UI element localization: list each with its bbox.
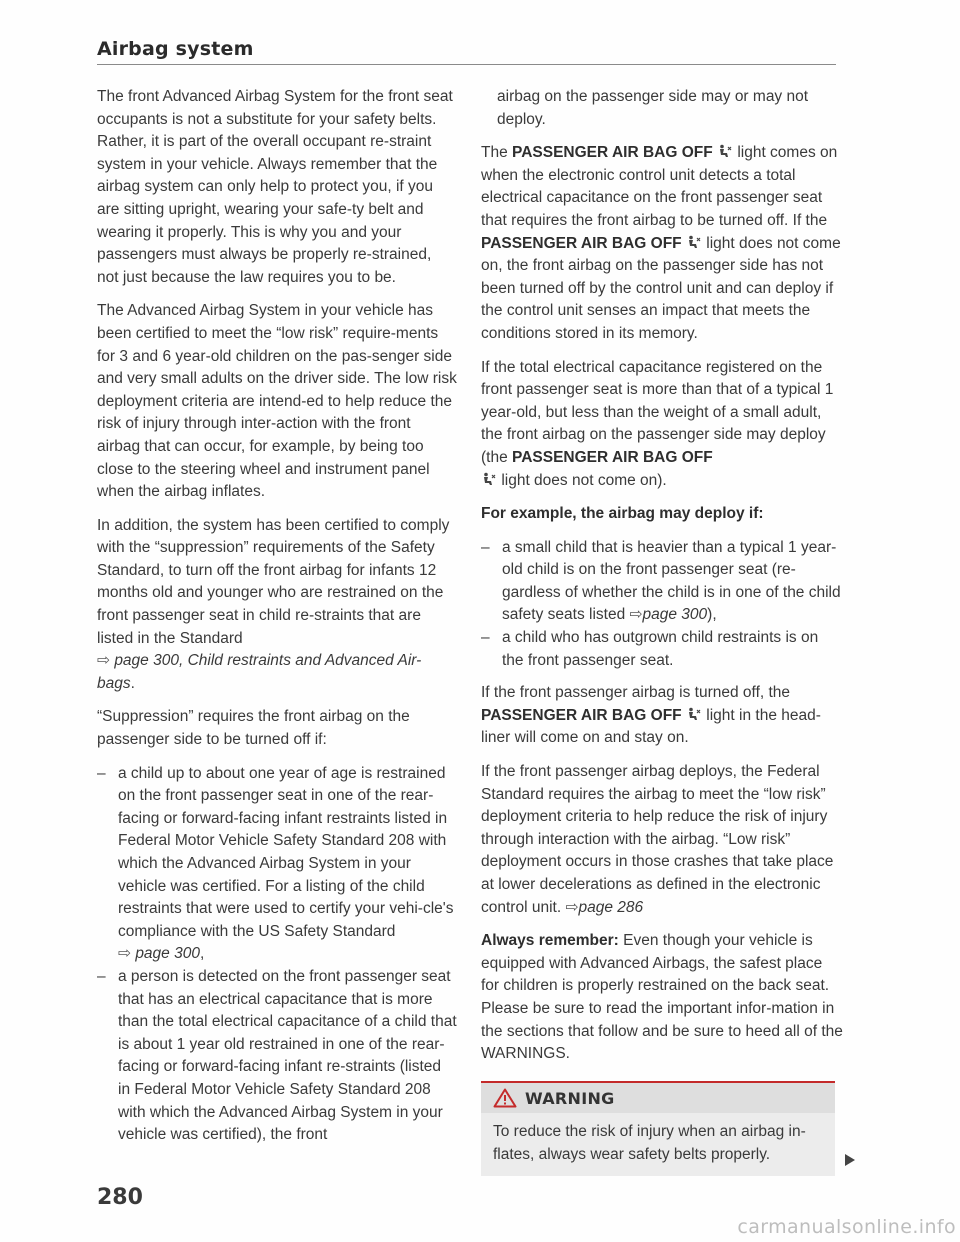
- passenger-airbag-off-icon: [687, 707, 701, 721]
- punctuation: .: [130, 674, 135, 692]
- warning-box: [481, 1081, 835, 1176]
- list-item: [97, 763, 457, 966]
- paragraph-text: light in the head-liner will come on and stay on.: [481, 706, 821, 747]
- arrow-right-icon: ⇨: [118, 945, 131, 963]
- indicator-label: PASSENGER AIR BAG OFF: [481, 234, 682, 252]
- list-item: – a child who has outgrown child restraints is on the front passenger seat.: [481, 627, 843, 672]
- example-heading: For example, the airbag may deploy if:: [481, 505, 764, 523]
- warning-body: To reduce the risk of injury when an airbag in-flates, always wear safety belts properly.: [481, 1113, 835, 1176]
- passenger-airbag-off-icon: [482, 472, 496, 486]
- suppression-list: [97, 763, 457, 1147]
- paragraph: [481, 682, 843, 750]
- passenger-airbag-off-icon: [718, 144, 732, 158]
- paragraph-text: light does not come on).: [501, 471, 667, 489]
- paragraph: [481, 357, 843, 493]
- warning-title: WARNING: [525, 1088, 615, 1108]
- indicator-label: PASSENGER AIR BAG OFF: [512, 448, 713, 466]
- indicator-label: PASSENGER AIR BAG OFF: [512, 144, 713, 162]
- punctuation: ),: [707, 606, 717, 624]
- page-reference-link[interactable]: [565, 899, 643, 916]
- paragraph-text: If the total electrical capacitance registered on the front passenger seat is more than that of a typical 1 year-old, but less than the weight of a small adult, the front airbag on the passenger side may deploy (the: [481, 358, 834, 466]
- list-item-text: a child up to about one year of age is restrained on the front passenger seat in one of the rear-facing or forward-facing infant restraints listed in Federal Motor Vehicle Safety Standard 208 with which the Advanced Airbag System in your vehicle was certified. For a listing of the child restraints that were used to certify your vehi-cle's compliance with the US Safety Standard: [118, 764, 454, 940]
- emphasis-label: Always remember:: [481, 932, 619, 950]
- page-reference-link[interactable]: [118, 945, 200, 962]
- left-column: [97, 86, 457, 1157]
- paragraph: [481, 930, 843, 1066]
- page-number: 280: [97, 1185, 143, 1210]
- warning-triangle-icon: [493, 1088, 517, 1108]
- page-reference-text: page 300, Child restraints and Advanced Air-bags: [97, 652, 422, 692]
- paragraph-text: In addition, the system has been certified to comply with the “suppression” requirements of the Safety Standard, to turn off the front airbag for infants 12 months old and younger who are restrained on the front passenger seat in child re-straints that are listed in the Standard: [97, 516, 450, 647]
- paragraph-continued: airbag on the passenger side may or may not deploy.: [497, 88, 809, 128]
- paragraph: The front Advanced Airbag System for the front seat occupants is not a substitute for your safety belts. Rather, it is part of the overall occupant re-straint system in your vehicle. Always remember that the airbag system can only help to protect you, if you are sitting upright, wearing your safe-ty belt and wearing it properly. This is why you and your passengers must always be properly re-strained, not just because the law requires you to be.: [97, 88, 453, 286]
- warning-header: [481, 1081, 835, 1113]
- paragraph-text: Even though your vehicle is equipped with Advanced Airbags, the safest place for children is properly restrained on the back seat. Please be sure to read the important infor-mation in the sections that follow and be sure to heed all of the WARNINGS.: [481, 932, 843, 1063]
- page-reference-text: page 286: [578, 898, 644, 916]
- paragraph-text: If the front passenger airbag deploys, the Federal Standard requires the airbag to meet the “low risk” deployment criteria to help reduce the risk of injury through interaction with the airbag. “Low risk” deployment occurs in those crashes that take place at lower decelerations as defined in the electronic control unit.: [481, 763, 834, 916]
- list-item: [481, 537, 843, 627]
- paragraph-text: The: [481, 144, 508, 162]
- paragraph: “Suppression” requires the front airbag on the passenger side to be turned off if:: [97, 708, 410, 749]
- paragraph: [481, 761, 843, 919]
- paragraph-text: light comes on when the electronic control unit detects a total electrical capacitance on the front passenger seat that requires the front airbag to be turned off. If the: [481, 144, 838, 229]
- header-divider: [97, 64, 836, 65]
- paragraph: [97, 515, 457, 696]
- page-reference-text: page 300: [642, 606, 708, 624]
- paragraph-text: If the front passenger airbag is turned off, the: [481, 684, 791, 702]
- page-header-title: Airbag system: [97, 38, 254, 60]
- list-item-text: a small child that is heavier than a typical 1 year-old child is on the front passenger seat (re-gardless of whether the child is in one of the child safety seats listed: [502, 538, 841, 624]
- paragraph: [481, 142, 843, 345]
- watermark: carmanualsonline.info: [737, 1216, 956, 1238]
- arrow-right-icon: ⇨: [629, 606, 643, 624]
- page-reference-text: page 300: [135, 945, 200, 963]
- paragraph-text: light does not come on, the front airbag on the passenger side has not been turned off by the control unit and can deploy if the control unit senses an impact that meets the conditions stored in its memory.: [481, 234, 841, 342]
- example-list: [481, 537, 843, 673]
- page-reference-link[interactable]: [97, 652, 421, 692]
- punctuation: ,: [199, 945, 205, 963]
- list-item: – a person is detected on the front passenger seat that has an electrical capacitance that is more than the total electrical capacitance of a child that is about 1 year old restrained in one of the rear-facing or forward-facing infant re-straints (listed in Federal Motor Vehicle Safety Standard 208 with which the Advanced Airbag System in your vehicle was certified), the front: [97, 966, 457, 1147]
- arrow-right-icon: ⇨: [565, 898, 579, 916]
- continue-arrow-icon: [845, 1154, 855, 1166]
- indicator-label: PASSENGER AIR BAG OFF: [481, 706, 682, 724]
- page-reference-link[interactable]: [630, 606, 708, 623]
- passenger-airbag-off-icon: [687, 235, 701, 249]
- paragraph: The Advanced Airbag System in your vehicle has been certified to meet the “low risk” require-ments for 3 and 6 year-old children on the pas-senger side and very small adults on the driver side. The low risk deployment criteria are intend-ed to help reduce the risk of injury through inter-action with the front airbag that can occur, for example, by being too close to the steering wheel and instrument panel when the airbag inflates.: [97, 302, 457, 501]
- right-column: [481, 86, 843, 1077]
- arrow-right-icon: ⇨: [97, 652, 110, 670]
